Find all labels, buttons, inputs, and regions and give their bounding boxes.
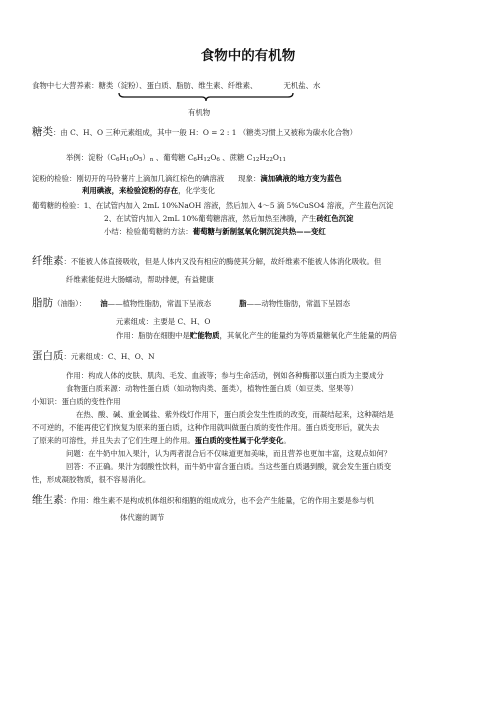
starch-test-text: 淀粉的检验：刚切开的马铃薯片上滴加几滴红棕色的碘溶液 (32, 174, 225, 183)
fat-paren: （油脂）： (53, 299, 87, 308)
intro-group: 糖类（淀粉）、蛋白质、脂肪、维生素、纤维素、 (98, 81, 258, 90)
intro-line (32, 81, 320, 91)
sub: n (149, 157, 154, 163)
denature-3 (32, 436, 291, 446)
denature-3-prefix: 了原来的可溶性，并且失去了它们生理上的作用。 (32, 436, 195, 445)
t: O (210, 153, 217, 162)
sugar-line (32, 126, 357, 139)
glucose-test: 葡萄糖的检验：1、在试管内加入 2mL 10%NaOH 溶液，然后加入 4～5 滴 5%CuSO4 溶液，产生蓝色沉淀 (32, 201, 394, 210)
sugar-examples (66, 153, 286, 165)
fiber-text: ：不能被人体直接吸收，但是人体内又没有相应的酶使其分解，故纤维素不能被人体消化吸收。但 (63, 257, 382, 266)
sub: 6 (116, 157, 120, 163)
oil-label: 油 (100, 299, 108, 308)
t: H (196, 153, 204, 162)
intro-label: 食物中七大营养素： (32, 81, 99, 90)
vitamin-line2: 体代谢的调节 (120, 513, 165, 522)
protein-function: 作用：构成人体的皮肤、肌肉、毛发、血液等；参与生命活动，例如各种酶都以蛋白质为主要成分 (66, 371, 384, 380)
fat-function (116, 331, 397, 341)
t: H (119, 153, 126, 162)
vitamin-text: ：作用：维生素不是构成机体组织和细胞的组成成分，也不会产生能量，它的作用主要是参与机 (63, 496, 374, 505)
t: O (132, 153, 140, 162)
glucose-step2-bold: 砖红色沉淀 (316, 214, 354, 223)
sub: 22 (265, 157, 273, 163)
summary-label: 小结：检验葡萄糖的方法： (104, 227, 193, 236)
page-title: 食物中的有机物 (200, 48, 296, 64)
fiber-heading: 纤维素 (32, 255, 64, 267)
denature-1: 在热、酸、碱、重金属盐、紫外线灯作用下，蛋白质会发生性质的改变，而凝结起来，这种凝结是 (76, 410, 394, 419)
starch-note (82, 186, 215, 196)
denature-3-bold: 蛋白质的变性属于化学变化 (194, 436, 284, 445)
example-starch: 举例：淀粉（C (66, 153, 116, 162)
t: O (272, 153, 279, 162)
brace-label: 有机物 (188, 108, 211, 117)
protein-line (32, 350, 155, 363)
starch-note-text: ，化学变化 (178, 186, 216, 195)
starch-note-bold: 利用碘液，来检验淀粉的存在 (82, 186, 179, 195)
denature-2: 不可逆的，不能再使它们恢复为原来的蛋白质，这种作用就叫做蛋白质的变性作用。蛋白质变形后，就失去 (32, 423, 380, 432)
sugar-text: ：由 C、H、O 三种元素组成，其中一般 H：O = 2 : 1 （糖类习惯上又被称为碳水化合物） (53, 128, 358, 137)
fat-text: ——动物性脂肪，常温下呈固态 (246, 299, 351, 308)
fat-function-prefix: 作用：脂肪在细胞中是 (116, 331, 190, 340)
fat-label: 脂 (239, 299, 247, 308)
vitamin-line (32, 494, 374, 507)
sub: 6 (216, 157, 220, 163)
protein-elements: ：元素组成：C、H、O、N (63, 352, 155, 361)
sub: 12 (252, 157, 260, 163)
t: ） (142, 153, 150, 162)
glucose-summary (104, 227, 326, 237)
sub: 10 (125, 157, 133, 163)
fat-function-rest: ，其氧化产生的能量约为等质量糖氧化产生能量的两倍 (219, 331, 397, 340)
intro-rest: 无机盐、水 (283, 81, 321, 90)
fat-elements: 元素组成：主要是 C、H、O (116, 317, 211, 326)
organic-brace (118, 92, 294, 102)
denature-3-end: 。 (283, 436, 291, 445)
protein-heading: 蛋白质 (32, 350, 64, 362)
phenomenon-label: 现象： (238, 174, 261, 183)
phenomenon-text: 滴加碘液的地方变为蓝色 (260, 174, 342, 183)
sub: 12 (203, 157, 211, 163)
sub: 5 (139, 157, 143, 163)
fat-line (32, 297, 350, 310)
protein-knowledge: 小知识：蛋白质的变性作用 (32, 397, 121, 406)
protein-answer-1: 回答：不正确。果汁为弱酸性饮料，而牛奶中富含蛋白质。当这些蛋白质遇到酸，就会发生蛋白质变 (66, 462, 392, 471)
glucose-step2 (104, 214, 353, 224)
sub: 6 (193, 157, 197, 163)
example-glucose: 、葡萄糖 C (153, 153, 194, 162)
sugar-heading: 糖类 (32, 126, 53, 138)
sub: 11 (278, 157, 286, 163)
fiber-line (32, 255, 381, 268)
example-sucrose: 、蔗糖 C (219, 153, 253, 162)
summary-text: 葡萄糖与新制氢氧化铜沉淀共热——变红 (192, 227, 326, 236)
fiber-line2: 纤维素能促进大肠蠕动，帮助排便，有益健康 (66, 275, 214, 284)
starch-test (32, 174, 342, 184)
fat-function-bold: 贮能物质 (189, 331, 220, 340)
t: H (259, 153, 266, 162)
glucose-step2-text: 2、在试管内加入 2mL 10%葡萄糖溶液，然后加热至沸腾，产生 (104, 214, 317, 223)
protein-answer-2: 性，形成凝胶物质，很不容易消化。 (32, 475, 151, 484)
fat-heading: 脂肪 (32, 297, 53, 309)
vitamin-heading: 维生素 (32, 494, 64, 506)
protein-question: 问题：在牛奶中加入果汁，认为两者混合后不仅味道更加美味，而且营养也更加丰富，这观点如何？ (66, 449, 392, 458)
oil-text: ——植物性脂肪，常温下呈液态 (107, 299, 212, 308)
protein-sources: 食物蛋白质来源：动物性蛋白质（如动物肉类、蛋类），植物性蛋白质（如豆类、坚果等） (66, 384, 358, 393)
